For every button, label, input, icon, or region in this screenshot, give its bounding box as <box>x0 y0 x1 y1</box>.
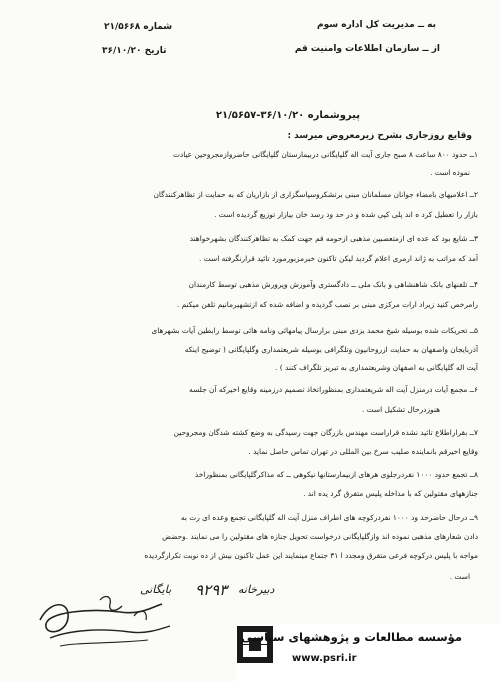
body-line: ۹ــ درحال حاضرحد ود ۱۰۰۰ نفردرکوچه های اطراف منزل آیت اله گلپایگانی تجمع وعده ای رت به <box>180 513 478 522</box>
handwritten-signature <box>30 590 180 660</box>
handwritten-annotation: دبیرخانه <box>238 583 275 596</box>
body-line: ۳ــ شایع بود که عده ای ازمتعصبین مذهبی ازحومه قم جهت کمک به تظاهرکنندگان بشهرخواهند <box>189 234 478 243</box>
body-line: مواجه با پلیس درکوچه فرعی متفرق ومجدد ا ۳۱ جتماع مینمایند این عمل تاکنون بیش از ده نوبت تکرارگردیده <box>144 551 478 560</box>
body-line: وقایع اخیرقم بانماینده صلیب سرخ بین المللی در تهران تماس حاصل نماید . <box>248 447 478 456</box>
body-line: ۲ــ اعلامیهای بامضاء جوانان مسلمانان مبنی برتشکروسپاسگزاری از بازاریان که به حمایت از تظاهرکنندگان <box>153 190 478 199</box>
body-line: ۸ــ تجمع حدود ۱۰۰۰ نفردرجلوی هرهای ازبیمارستانها نیکوهی ــ که مذاکرگلپایگانی بمنظوراخذ <box>194 470 478 479</box>
handwritten-number: ۹۲۹۳ <box>195 581 228 599</box>
to-line: به ــ مدیریت کل اداره سوم <box>317 20 436 30</box>
body-line: رامرخص کنید زیراد ارات مرکزی مبنی بر نصب گردیده و اضافه شده که ازتشهیرمانیم تلفن میکنم . <box>176 300 478 309</box>
body-line: نموده است . <box>430 168 470 177</box>
institute-name: مؤسسه مطالعات و پژوهشهای سیاسی <box>241 630 462 644</box>
body-line: دادن شعارهای مذهبی نموده اند وازگلپایگانی درخواست تحویل جنازه های مقتولین را می نمایند .وحضض <box>162 532 478 541</box>
body-line: بازار را تعطیل کرد ه اند پلی کپی شده و در حد ود رسد خان بیازار توزیع گردیده است . <box>214 210 478 219</box>
body-line: جنازههای مقتولین که با مداخله پلیس متفرق گرد یده اند . <box>303 489 478 498</box>
subject-line: وقایع روزجاری بشرح زیرمعروض میرسد : <box>287 131 472 141</box>
body-line: آذربایجان واصفهان به حمایت ازروحانیون وتلگرافی بوسیله شریعتمداری وگلپایگانی ( توضیح اینکه <box>184 345 478 354</box>
handwritten-note: بایگانی <box>140 583 172 596</box>
body-line: است . <box>449 572 470 581</box>
date-line: تاریخ ۳۶/۱۰/۲۰ <box>102 46 167 56</box>
from-line: از ــ سازمان اطلاعات وامنیت قم <box>294 44 440 54</box>
body-line: ۷ــ بقراراطلاع تائید نشده قراراست مهندس بازرگان جهت رسیدگی به وضع کشته شدگان ومجروحین <box>173 428 478 437</box>
body-line: هنوزدرحال تشکیل است . <box>361 405 440 414</box>
website-link[interactable]: www.psri.ir <box>292 653 357 664</box>
body-line: ۱ــ حدود ۸۰۰ ساعت ۸ صبح جاری آیت اله گلپایگانی دربیمارستان گلپایگانی حاضروازمجروحین عیادت <box>172 150 478 159</box>
reference-line: پیروشماره ۳۶/۱۰/۲۰-۲۱/۵۶۵۷ <box>215 110 360 121</box>
body-line: ۵ــ تحریکات شده بوسیله شیخ محمد یزدی مبنی برارسال پیامهائی ونامه هائی توسط رابطین آیات بشهرهای <box>151 326 478 335</box>
body-line: آمد که مراتب به ژاند ارمری اعلام گردید لیکن تاکنون خبرمزبورمورد تائید قرارنگرفته است . <box>199 254 478 263</box>
body-line: آیت اله گلپایگانی به اصفهان وشریعتمداری به تبریز تلگراف کنند ) . <box>275 363 478 372</box>
body-line: ۴ــ تلفنهای بانک شاهنشاهی و بانک ملی ــ دادگستری وآموزش وپرورش مذهبی توسط کارمندان <box>188 280 478 289</box>
number-line: شماره ۲۱/۵۶۶۸ <box>104 22 173 32</box>
body-line: ۶ــ مجمع آیات درمنزل آیت اله شریعتمداری بمنظوراتخاذ تصمیم درزمینه وقایع اخیرکه آن جلسه <box>189 385 478 394</box>
